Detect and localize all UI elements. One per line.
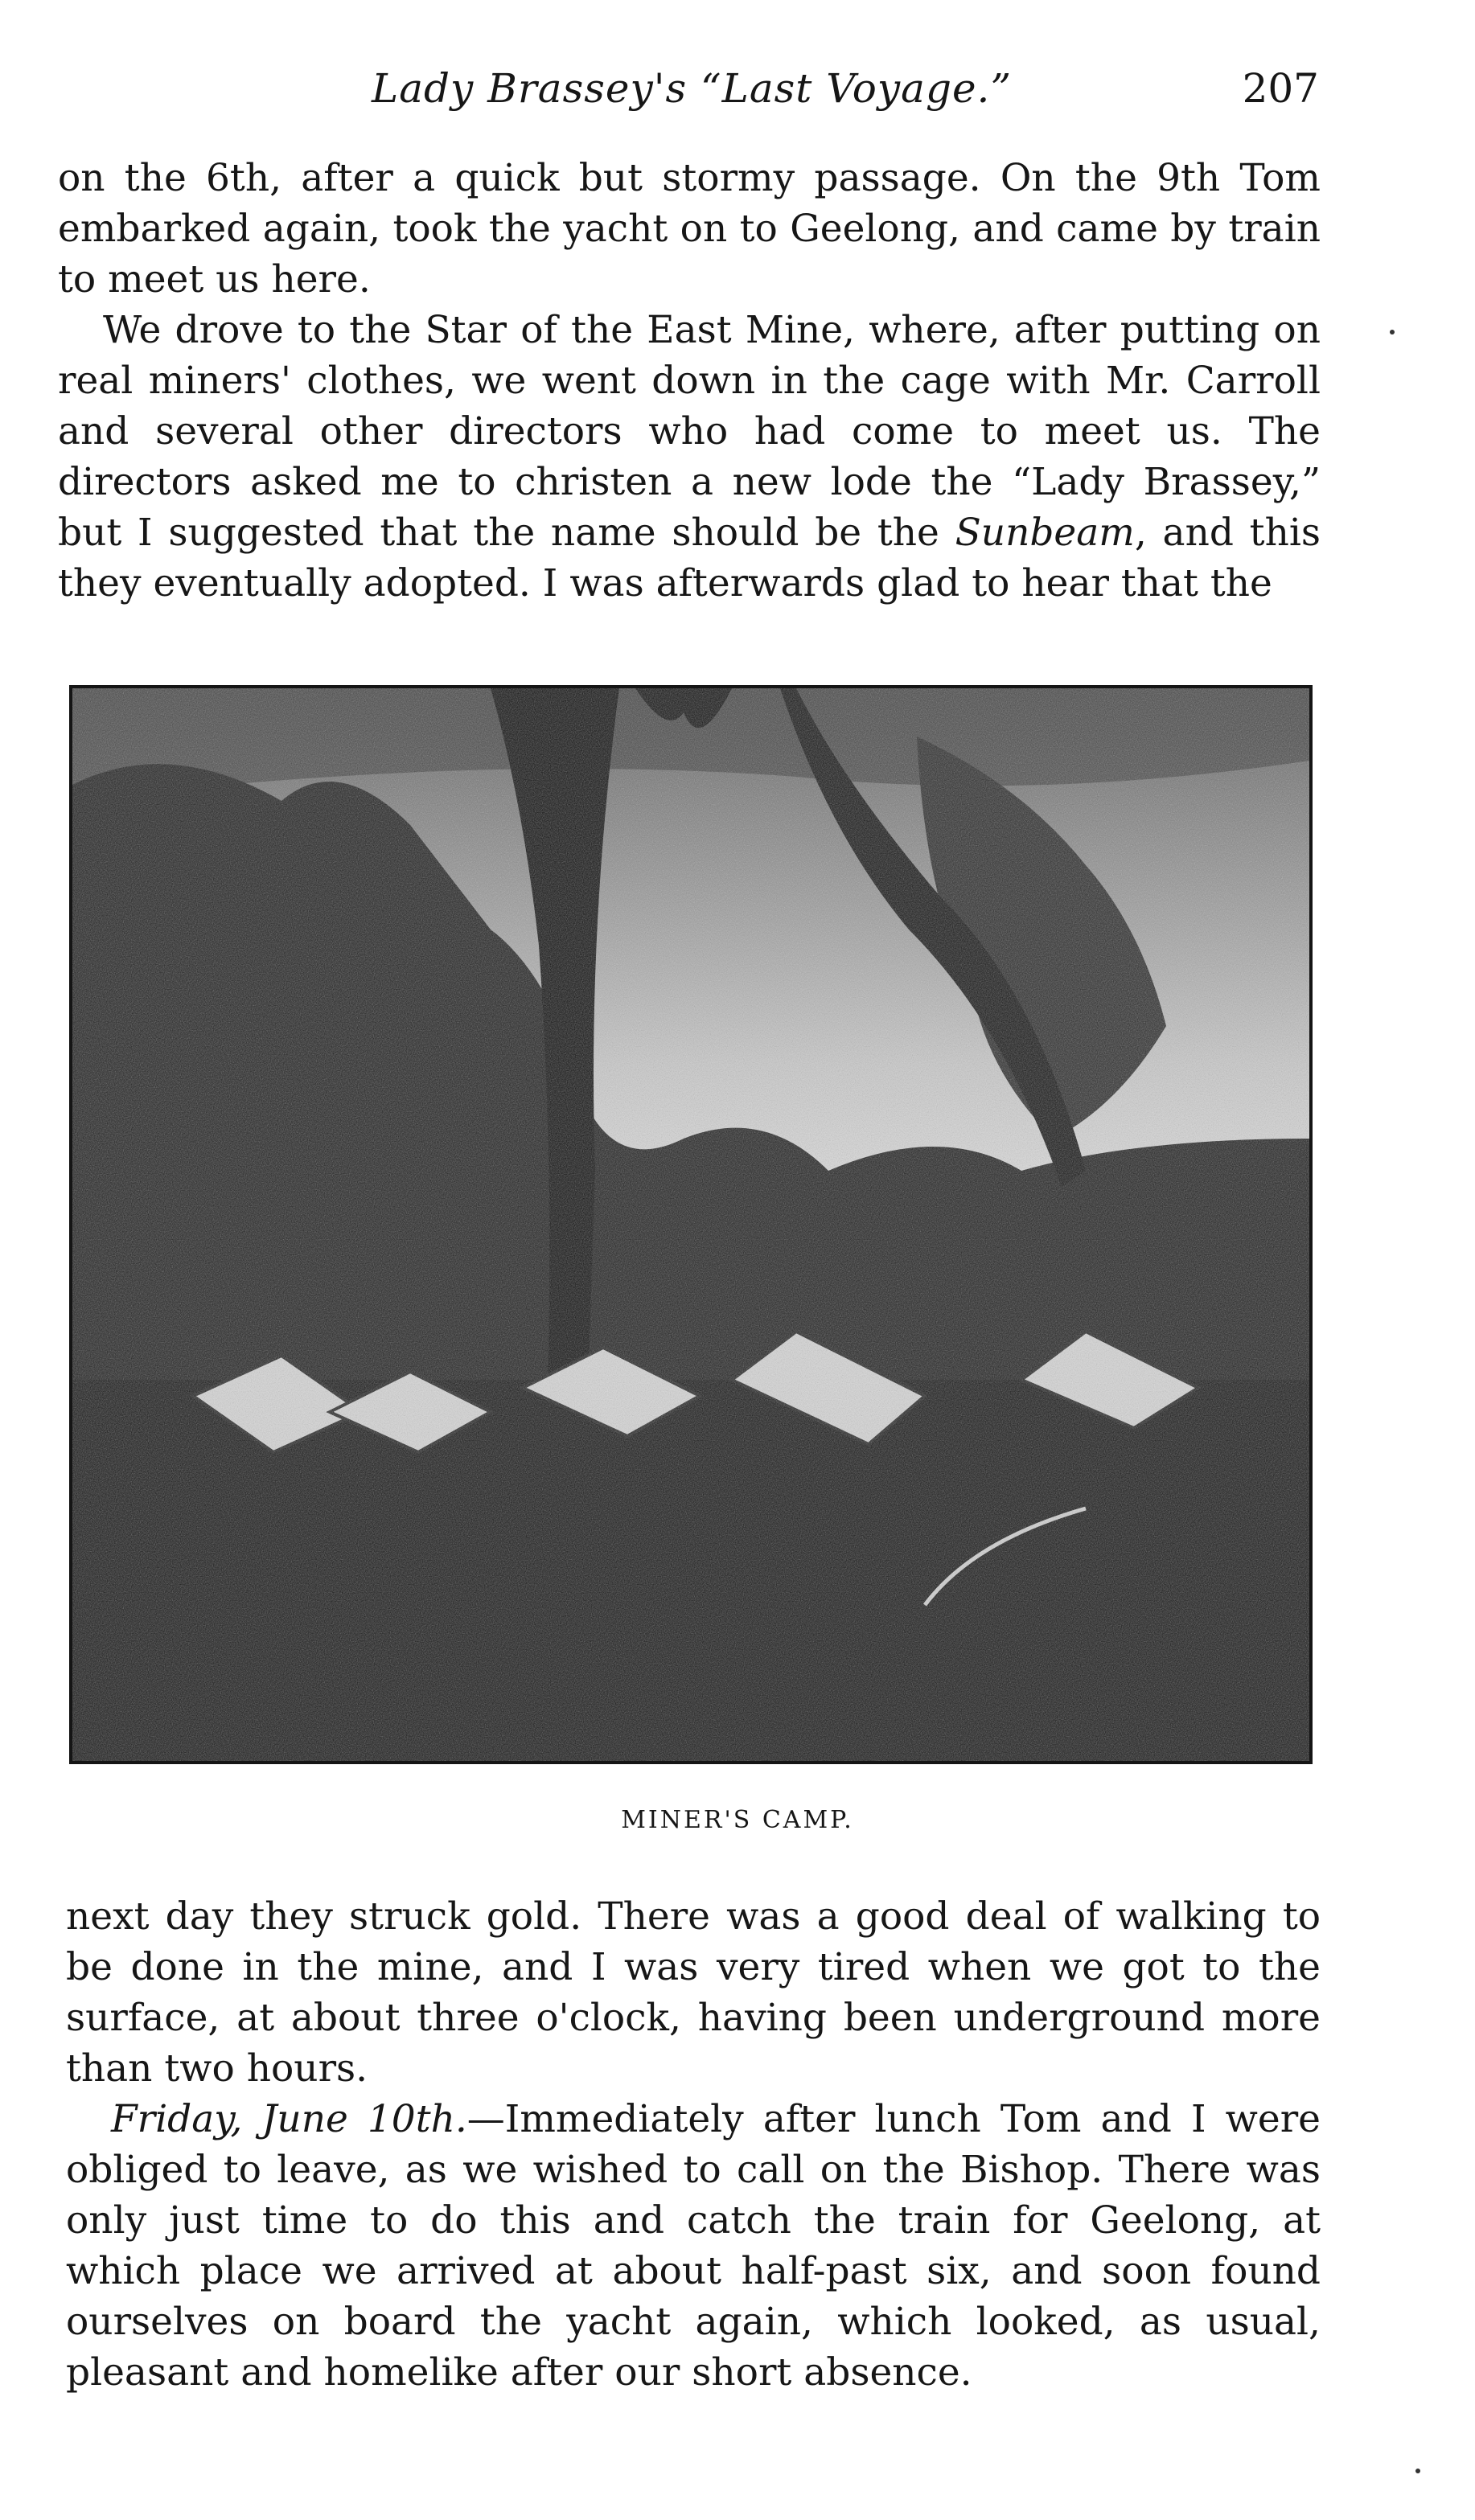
page-number: 207 <box>1242 65 1319 112</box>
page-header <box>64 56 1319 121</box>
margin-speck <box>1415 2469 1420 2473</box>
paragraph-mine-visit-part-2: , and this they eventually adopted. I was afterwards glad to hear that the <box>58 511 1321 605</box>
date-heading: Friday, June 10th. <box>111 2097 467 2141</box>
engraving-texture <box>72 688 1309 1761</box>
running-title: Lady Brassey's “Last Voyage.” <box>371 65 1013 112</box>
miners-camp-engraving <box>69 685 1313 1764</box>
paragraph-friday-text: —Immediately after lunch Tom and I were obliged to leave, as we wished to call on the Bishop. There was only just time to do this and catch the train for Geelong, at which place we arrived at about half-past six, and soon found ourselves on board the yacht again, which looked, as usual, pleasant and homelike after our short absence. <box>66 2097 1321 2395</box>
engraving-illustration <box>72 688 1309 1761</box>
upper-text-block <box>58 153 1321 609</box>
lower-text-block <box>66 1891 1321 2398</box>
paragraph-continued: on the 6th, after a quick but stormy passage. On the 9th Tom embarked again, took the yacht on to Geelong, and came by train to meet us here. <box>58 156 1321 302</box>
ship-name: Sunbeam <box>955 511 1135 555</box>
paragraph-gold: next day they struck gold. There was a good deal of walking to be done in the mine, and I was very tired when we got to the surface, at about three o'clock, having been underground more than two hours. <box>66 1894 1321 2091</box>
figure-caption: MINER'S CAMP. <box>621 1806 854 1834</box>
margin-speck <box>1390 330 1395 334</box>
paragraph-mine-visit-part-1: We drove to the Star of the East Mine, where, after putting on real miners' clothes, we went down in the cage with Mr. Carroll and several other directors who had come to meet us. The directors asked me to christen a new lode the “Lady Brassey,” but I suggested that the name should be the <box>58 308 1321 555</box>
paragraph-mine-visit <box>58 305 1321 609</box>
paragraph-friday <box>66 2094 1321 2398</box>
